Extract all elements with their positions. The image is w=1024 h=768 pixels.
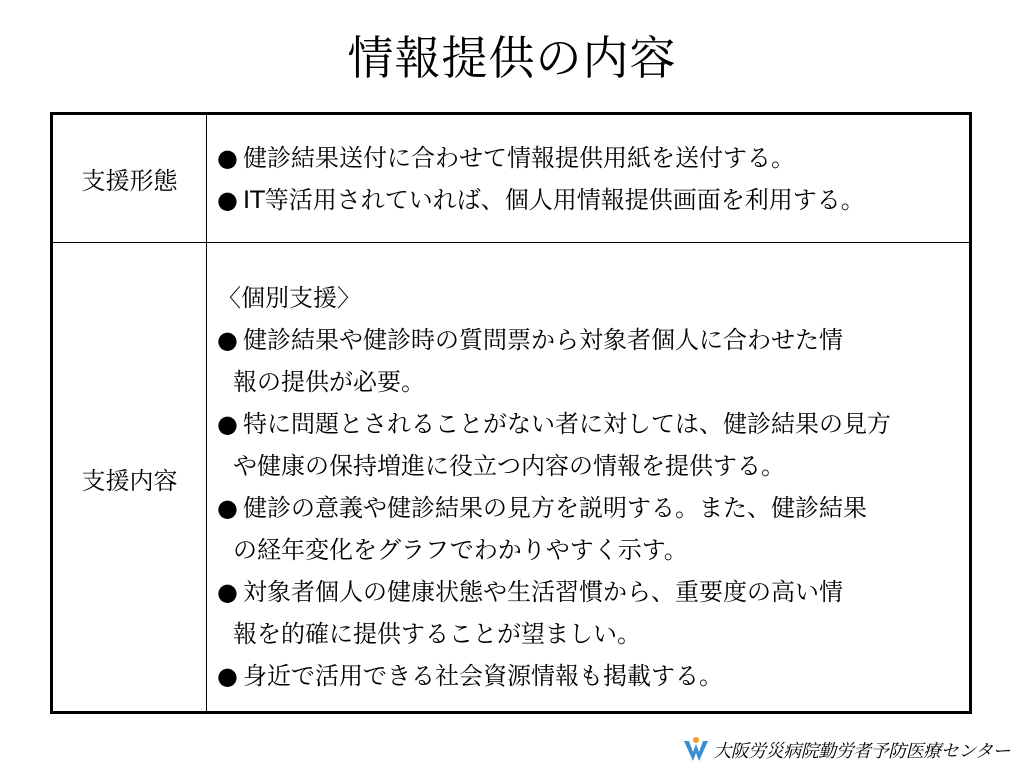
list-item — [217, 179, 969, 221]
list-item-text: 健診結果送付に合わせて情報提供用紙を送付する。 — [243, 144, 795, 172]
list-item — [217, 403, 969, 487]
section-subheading: 〈個別支援〉 — [217, 284, 361, 312]
list-item-text: 健診結果や健診時の質問票から対象者個人に合わせた情 — [243, 326, 843, 354]
info-table — [50, 112, 972, 714]
list-item-text: IT等活用されていれば、個人用情報提供画面を利用する。 — [243, 186, 865, 214]
list-item — [217, 571, 969, 655]
list-item-text-continuation: や健康の保持増進に役立つ内容の情報を提供する。 — [233, 452, 785, 480]
list-item-text-continuation: 報を的確に提供することが望ましい。 — [233, 620, 641, 648]
bullet-icon: ● — [217, 144, 238, 172]
organization-logo-icon — [681, 735, 711, 765]
bullet-icon: ● — [217, 186, 238, 214]
list-item-text: 身近で活用できる社会資源情報も掲載する。 — [243, 662, 723, 690]
list-item — [217, 137, 969, 179]
support-content-content — [207, 243, 969, 714]
row-label-support-content: 支援内容 — [53, 243, 207, 714]
table-row-support-form — [53, 115, 969, 243]
list-item — [217, 487, 969, 571]
list-item — [217, 655, 969, 697]
bullet-icon: ● — [217, 326, 238, 354]
bullet-icon: ● — [217, 662, 238, 690]
page-title: 情報提供の内容 — [347, 31, 677, 85]
row-label-support-form: 支援形態 — [53, 115, 207, 242]
footer-credit — [681, 735, 1010, 765]
bullet-icon: ● — [217, 410, 238, 438]
bullet-icon: ● — [217, 578, 238, 606]
list-item-text-continuation: 報の提供が必要。 — [233, 368, 425, 396]
list-item — [217, 319, 969, 403]
table-row-support-content — [53, 243, 969, 714]
organization-name: 大阪労災病院勤労者予防医療センター — [713, 741, 1010, 762]
bullet-icon: ● — [217, 494, 238, 522]
list-item-text: 特に問題とされることがない者に対しては、健診結果の見方 — [243, 410, 891, 438]
list-item-text-continuation: の経年変化をグラフでわかりやすく示す。 — [233, 536, 688, 564]
list-item-text: 対象者個人の健康状態や生活習慣から、重要度の高い情 — [243, 578, 843, 606]
support-form-content — [207, 115, 969, 242]
list-item-text: 健診の意義や健診結果の見方を説明する。また、健診結果 — [243, 494, 867, 522]
